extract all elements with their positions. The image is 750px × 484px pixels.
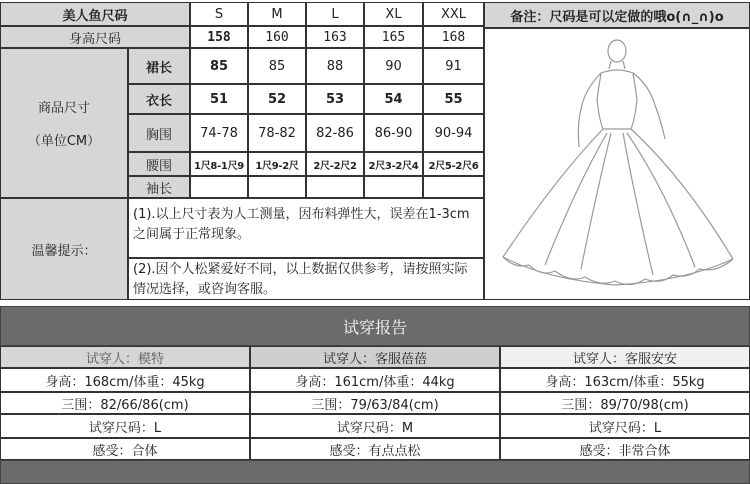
tip-2: (2).因个人松紧爱好不同，以上数据仅供参考，请按照实际情况选择，或咨询客服。 <box>128 258 484 300</box>
table-cell <box>364 176 423 198</box>
table-cell <box>190 176 248 198</box>
tester-body: 身高：161cm/体重：44kg <box>250 368 500 392</box>
size-note: 备注：尺码是可以定做的哦o(∩_∩)o <box>484 2 750 28</box>
tester-measurements: 三围：79/63/84(cm) <box>250 392 500 414</box>
tips-label: 温馨提示： <box>0 198 128 300</box>
group-label-line2: （单位CM） <box>27 134 101 149</box>
tester-body: 身高：168cm/体重：45kg <box>0 368 250 392</box>
table-cell: 2尺-2尺2 <box>306 152 364 176</box>
row-label-skirt-length: 裙长 <box>128 48 190 84</box>
dress-sketch-image <box>484 28 750 300</box>
tester-measurements: 三围：82/66/86(cm) <box>0 392 250 414</box>
row-label-sleeve: 袖长 <box>128 176 190 198</box>
table-cell: 74-78 <box>190 114 248 152</box>
tester-size: 试穿尺码：L <box>500 414 750 438</box>
size-header-m: M <box>248 2 306 26</box>
table-cell: 91 <box>423 48 484 84</box>
height-value: 168 <box>423 26 484 48</box>
table-cell: 51 <box>190 84 248 114</box>
table-cell: 90 <box>364 48 423 84</box>
table-cell: 85 <box>248 48 306 84</box>
tester-feeling: 感受：非常合体 <box>500 438 750 460</box>
row-label-top-length: 衣长 <box>128 84 190 114</box>
size-table-title: 美人鱼尺码 <box>0 2 190 26</box>
fitting-report-title: 试穿报告 <box>0 306 750 346</box>
size-header-l: L <box>306 2 364 26</box>
table-cell: 90-94 <box>423 114 484 152</box>
size-header-xxl: XXL <box>423 2 484 26</box>
table-cell: 86-90 <box>364 114 423 152</box>
tester-feeling: 感受：有点点松 <box>250 438 500 460</box>
table-cell <box>248 176 306 198</box>
tester-name: 试穿人：模特 <box>0 346 250 368</box>
height-value: 163 <box>306 26 364 48</box>
table-cell: 78-82 <box>248 114 306 152</box>
table-cell: 2尺5-2尺6 <box>423 152 484 176</box>
tip-1: (1).以上尺寸表为人工测量，因布料弹性大，误差在1-3cm之间属于正常现象。 <box>128 198 484 258</box>
table-cell: 88 <box>306 48 364 84</box>
tester-size: 试穿尺码：L <box>0 414 250 438</box>
tester-measurements: 三围：89/70/98(cm) <box>500 392 750 414</box>
row-label-waist: 腰围 <box>128 152 190 176</box>
table-cell <box>423 176 484 198</box>
table-cell <box>306 176 364 198</box>
height-value: 158 <box>190 26 248 48</box>
table-cell: 1尺9-2尺 <box>248 152 306 176</box>
table-cell: 53 <box>306 84 364 114</box>
table-cell: 2尺3-2尺4 <box>364 152 423 176</box>
height-label: 身高尺码 <box>0 26 190 48</box>
product-size-group-label <box>0 48 128 198</box>
tester-feeling: 感受：合体 <box>0 438 250 460</box>
table-cell: 52 <box>248 84 306 114</box>
size-header-xl: XL <box>364 2 423 26</box>
tester-body: 身高：163cm/体重：55kg <box>500 368 750 392</box>
tester-name: 试穿人：客服安安 <box>500 346 750 368</box>
size-header-s: S <box>190 2 248 26</box>
table-cell: 54 <box>364 84 423 114</box>
table-cell: 55 <box>423 84 484 114</box>
group-label-line1: 商品尺寸 <box>37 101 90 116</box>
tester-size: 试穿尺码：M <box>250 414 500 438</box>
height-value: 165 <box>364 26 423 48</box>
dress-sketch-icon <box>485 29 749 299</box>
height-value: 160 <box>248 26 306 48</box>
tester-name: 试穿人：客服蓓蓓 <box>250 346 500 368</box>
table-cell: 85 <box>190 48 248 84</box>
table-cell: 82-86 <box>306 114 364 152</box>
row-label-bust: 胸围 <box>128 114 190 152</box>
table-cell: 1尺8-1尺9 <box>190 152 248 176</box>
footer-bar <box>0 460 750 484</box>
